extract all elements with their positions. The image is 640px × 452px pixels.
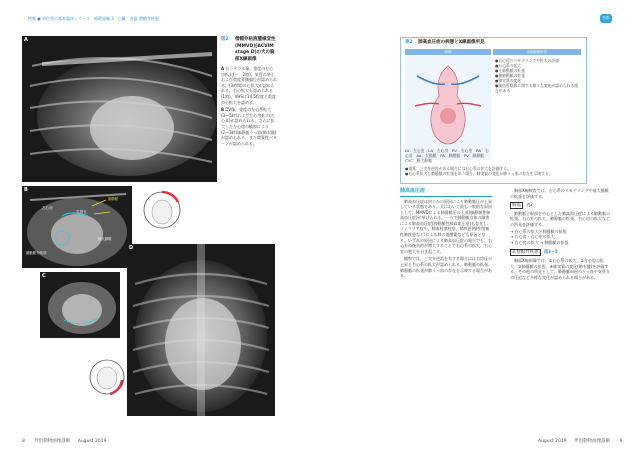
table2-col-left: 病態	[405, 49, 491, 55]
finding-item: ●後肺動脈の拡張	[495, 73, 525, 78]
table2-findings-list	[495, 58, 581, 93]
finding-item: ●右心房のリモデリングや拡大の評価	[495, 58, 559, 63]
ref-box	[510, 202, 610, 209]
figure2-caption	[221, 37, 277, 146]
annotation-pa-bifurcation: 肺動脈分岐部	[26, 251, 47, 255]
legend-b-label: B	[221, 107, 225, 113]
xray-panel-a	[22, 36, 217, 182]
heart-clock-diagram-a	[140, 188, 184, 232]
figure2-label: 図2	[221, 37, 229, 42]
page-number-left: 8	[22, 439, 25, 444]
running-header	[28, 16, 159, 22]
ph-body-2: 観察では、三尖弁逆流を有する場合には右房圧の上昇と右心系の拡大が認められる。肺動脈の拡張、肺静脈の拡張が肺うっ血の存在を示唆する場合がある。	[400, 256, 492, 279]
right-col-p3: 胸部X線画像では、①右心系の拡大、②左心房の拡大、③肺静脈の拡張、④肺実質の変化(肺水腫)を評価する。その他の所見として、肺静脈周囲のうっ血や気管支の圧迫など多様な変化が認められる場合がある。	[510, 257, 610, 280]
panel-label-d: D	[129, 245, 134, 251]
panel-label-c: C	[42, 273, 46, 279]
xray-panel-a-annotated	[22, 186, 132, 268]
ref-box-num: 表2	[526, 202, 533, 208]
running-header-text: 特集 ● 部位別の基本臨床シリーズ 循環器編 3 心臓 各論 僧帽弁疾患	[28, 16, 159, 21]
xray-image-c	[40, 272, 120, 338]
figure2-legend-b	[221, 107, 277, 146]
legend-b-text: DV像。重度の左心系拡大(3〜5時)および左心房拡大(左心耳)が認められる。さらに拡大した左心房の輪郭により(2〜3時)肺静脈うっ血(肺水腫)が認められる。また間質性パターンが認められる。	[221, 107, 277, 146]
table2-box	[400, 37, 587, 184]
heart-diagram	[405, 56, 491, 160]
table2-label: 表2	[405, 40, 413, 45]
figure2-legend-a	[221, 66, 277, 105]
table2-title: 肺高血圧症の病態とX線画像所見	[418, 40, 485, 45]
right-col-p2: 肺動脈主幹部を中心とした肺高血圧症による肺動脈の拡張、右心室の拡大、肺静脈の拡張、右心房の拡大などの所見を評価する。	[510, 210, 610, 227]
heart-anatomy-illustration	[405, 56, 491, 160]
table2-notes	[405, 166, 581, 176]
finding-item: ●右心系の拡大	[495, 63, 522, 68]
arrow-item: → 右心房・右心室の拡大	[510, 234, 555, 240]
section-badge	[600, 14, 612, 23]
footer-right	[538, 438, 622, 444]
finding-item: ●肺血管陰影に関する様々な変化が認められる場合がある	[495, 83, 579, 93]
ref-box-label: 胸部	[512, 203, 521, 209]
panel-label-b: B	[24, 187, 28, 193]
xray-panel-d	[127, 244, 275, 416]
right-column	[510, 188, 610, 280]
journal-name-right: 伴侶動物画像診断	[574, 439, 611, 444]
section-badge-label: 特集	[602, 16, 610, 20]
clock-diagram-dv	[86, 356, 128, 398]
legend-a-text: 右ラテラル像。重度の左心房拡大(ー：2時)、気管の挙上および重度背側偏位が認められる。(3時間)の心拡大が認められる。右心拡大も認められる(1時)。VHSは14.5程度と重度の心拡大を認める。	[221, 66, 277, 105]
xray-panel-c	[40, 272, 120, 338]
heart-clock-diagram-b	[86, 356, 128, 398]
ph-body: 肺高血圧症は何らかの原因により肺動脈圧が上昇している状態であり、犬において最も一般的な原因として、MMVDによる肺静脈圧の上昇(肺静脈性肺高血圧症)が挙げられる。一方で肺動脈自体の障害による肺高血圧症(肺動脈性肺高血圧症)も存在し、フィラリア症や、肺血栓塞栓症、肺疾患(慢性閉塞性肺疾患など)による肺の低酸素なども原因となる。いずれの原因による肺高血圧症の場合でも、右心室の後負荷が増大することで右心系の拡大、右心室の肥大を引き起こす。	[400, 198, 492, 254]
annotation-left-atrium: 左心房	[42, 206, 53, 210]
footer-left	[22, 438, 106, 444]
legend-a-label: A	[221, 66, 225, 72]
arrow-item: → 右心房の拡大 → 肺動脈の拡張	[510, 239, 569, 245]
ph-section	[400, 188, 492, 279]
sub-heading-text: 3.僧帽弁疾患	[512, 250, 539, 256]
annotation-caudal-vena-cava: 後大静脈	[98, 237, 112, 241]
xray-image-a	[22, 36, 217, 182]
arrow-item: → 右心系の拡大と肺静脈の拡張	[510, 228, 567, 234]
right-col-intro: 胸部X線検査では、右心系のリモデリングや前大静脈の拡張を評価する。	[510, 188, 609, 199]
clock-diagram-lateral	[140, 188, 184, 232]
xray-image-d	[127, 244, 275, 416]
sub-heading	[510, 249, 610, 256]
table2-col-right: X線画像所見	[493, 49, 581, 55]
table2-note: ●右心系拡大と肺静脈の拡張を伴う場合、肺実質の変化が肺うっ血の存在を示唆する。	[405, 171, 553, 176]
ph-heading: 肺高血圧症	[400, 188, 492, 197]
figure2-title: 僧帽弁粘液腫様変性(MMVD)[ACVIM stage D]の犬の胸部X線画像	[235, 37, 276, 62]
table2-diagram-legend: LV：左心室 LA：左心房 RV：右心室 RA：右心房 Ao：大動脈 PA：肺動脈 PV：肺静脈 CVC：後大静脈	[405, 148, 489, 163]
annotation-pulmonary-vein: 肺静脈	[108, 197, 119, 201]
issue-date-right: August 2019	[538, 439, 567, 444]
sub-heading-ref: 図3〜5	[544, 249, 558, 255]
table2-note: ●重篤：三尖弁逆流がある場合には右心系の拡大を評価する。	[405, 166, 511, 171]
finding-item: ●主肺動脈の拡張	[495, 68, 525, 73]
issue-date-left: August 2019	[77, 439, 107, 444]
annotation-bronchus: 気管支	[76, 210, 87, 214]
finding-item: ●肺実質の変化	[495, 78, 522, 83]
journal-name-left: 伴侶動物画像診断	[34, 439, 71, 444]
page-number-right: 9	[619, 439, 623, 444]
panel-label-a: A	[24, 37, 28, 43]
